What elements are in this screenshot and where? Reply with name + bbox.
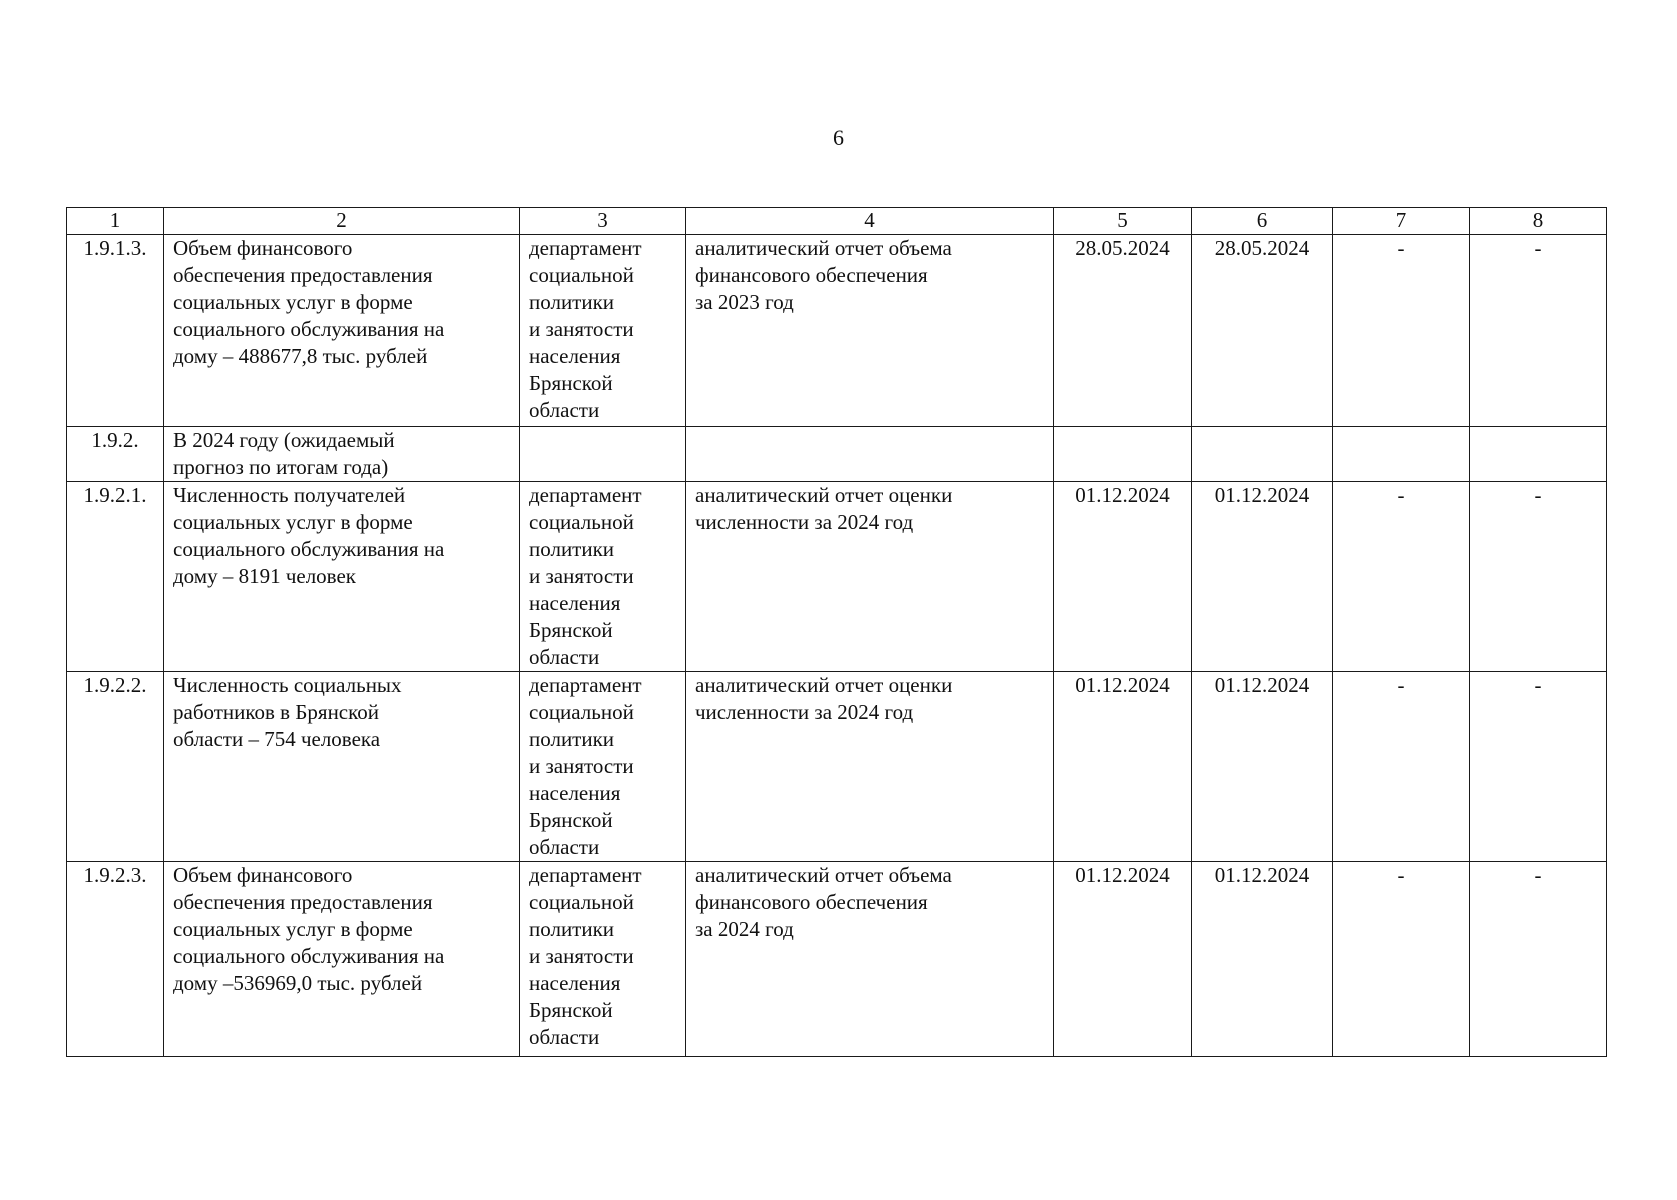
item-description: Численность социальных работников в Брянской области – 754 человека: [164, 672, 520, 862]
item-description: Численность получателей социальных услуг в форме социального обслуживания на дому – 8191 человек: [164, 482, 520, 672]
item-col7: -: [1333, 482, 1470, 672]
item-col8: -: [1470, 235, 1607, 427]
item-responsible: департамент социальной политики и занятости населения Брянской области: [520, 862, 686, 1057]
item-date-start: [1054, 427, 1192, 482]
table-header-row: [67, 208, 1607, 235]
item-col8: -: [1470, 672, 1607, 862]
table-row: [67, 482, 1607, 672]
header-cell: 1: [67, 208, 164, 235]
item-date-start: 28.05.2024: [1054, 235, 1192, 427]
table-row: [67, 862, 1607, 1057]
item-responsible: [520, 427, 686, 482]
item-date-end: 01.12.2024: [1192, 862, 1333, 1057]
item-date-start: 01.12.2024: [1054, 482, 1192, 672]
item-description: Объем финансового обеспечения предоставления социальных услуг в форме социального обслуживания на дому –536969,0 тыс. рублей: [164, 862, 520, 1057]
item-description: Объем финансового обеспечения предоставления социальных услуг в форме социального обслуживания на дому – 488677,8 тыс. рублей: [164, 235, 520, 427]
header-cell: 6: [1192, 208, 1333, 235]
header-cell: 8: [1470, 208, 1607, 235]
item-col8: -: [1470, 862, 1607, 1057]
header-cell: 5: [1054, 208, 1192, 235]
table-row: [67, 427, 1607, 482]
header-cell: 7: [1333, 208, 1470, 235]
item-responsible: департамент социальной политики и занятости населения Брянской области: [520, 235, 686, 427]
item-number: 1.9.2.: [67, 427, 164, 482]
item-col8: [1470, 427, 1607, 482]
item-date-end: [1192, 427, 1333, 482]
item-date-end: 28.05.2024: [1192, 235, 1333, 427]
item-date-start: 01.12.2024: [1054, 862, 1192, 1057]
item-number: 1.9.1.3.: [67, 235, 164, 427]
item-date-end: 01.12.2024: [1192, 482, 1333, 672]
item-col7: -: [1333, 862, 1470, 1057]
item-number: 1.9.2.3.: [67, 862, 164, 1057]
table-row: [67, 235, 1607, 427]
item-result: аналитический отчет объема финансового обеспечения за 2023 год: [686, 235, 1054, 427]
header-cell: 4: [686, 208, 1054, 235]
item-col7: -: [1333, 672, 1470, 862]
header-cell: 3: [520, 208, 686, 235]
item-number: 1.9.2.2.: [67, 672, 164, 862]
item-col8: -: [1470, 482, 1607, 672]
item-col7: -: [1333, 235, 1470, 427]
header-cell: 2: [164, 208, 520, 235]
item-description: В 2024 году (ожидаемый прогноз по итогам года): [164, 427, 520, 482]
table-row: [67, 672, 1607, 862]
page-number: 6: [833, 125, 844, 150]
item-result: аналитический отчет объема финансового обеспечения за 2024 год: [686, 862, 1054, 1057]
plan-table: [66, 207, 1607, 1057]
item-date-end: 01.12.2024: [1192, 672, 1333, 862]
item-responsible: департамент социальной политики и занятости населения Брянской области: [520, 672, 686, 862]
item-responsible: департамент социальной политики и занятости населения Брянской области: [520, 482, 686, 672]
item-result: аналитический отчет оценки численности за 2024 год: [686, 482, 1054, 672]
item-result: аналитический отчет оценки численности за 2024 год: [686, 672, 1054, 862]
item-col7: [1333, 427, 1470, 482]
item-date-start: 01.12.2024: [1054, 672, 1192, 862]
item-number: 1.9.2.1.: [67, 482, 164, 672]
item-result: [686, 427, 1054, 482]
